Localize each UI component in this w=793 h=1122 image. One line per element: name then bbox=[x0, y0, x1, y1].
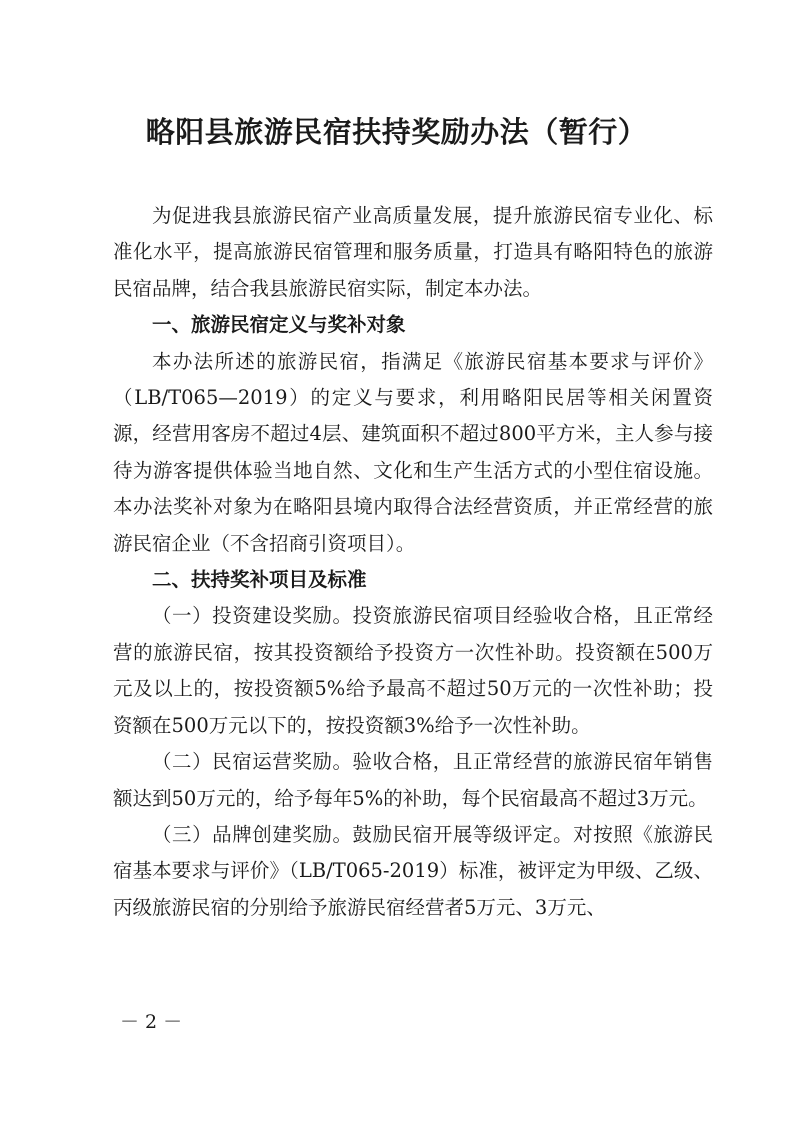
section-heading-1: 一、旅游民宿定义与奖补对象 bbox=[152, 313, 406, 337]
operation-reward-paragraph: （二）民宿运营奖励。验收合格，且正常经营的旅游民宿年销售额达到50万元的，给予每年5%的补助，每个民宿最高不超过3万元。 bbox=[113, 750, 713, 810]
intro-paragraph: 为促进我县旅游民宿产业高质量发展，提升旅游民宿专业化、标准化水平，提高旅游民宿管理和服务质量，打造具有略阳特色的旅游民宿品牌，结合我县旅游民宿实际，制定本办法。 bbox=[113, 204, 713, 300]
section-heading-2: 二、扶持奖补项目及标准 bbox=[152, 568, 367, 592]
document-body bbox=[113, 198, 713, 926]
page-number: － 2 － bbox=[120, 1011, 183, 1033]
document-title: 略阳县旅游民宿扶持奖励办法（暂行） bbox=[145, 115, 648, 149]
investment-reward-paragraph: （一）投资建设奖励。投资旅游民宿项目经验收合格，且正常经营的旅游民宿，按其投资额给予投资方一次性补助。投资额在500万元及以上的，按投资额5%给予最高不超过50万元的一次性补助；投资额在500万元以下的，按投资额3%给予一次性补助。 bbox=[113, 604, 713, 737]
definition-paragraph: 本办法所述的旅游民宿，指满足《旅游民宿基本要求与评价》（LB/T065—2019）的定义与要求，利用略阳民居等相关闲置资源，经营用客房不超过4层、建筑面积不超过800平方米，主人参与接待为游客提供体验当地自然、文化和生产生活方式的小型住宿设施。本办法奖补对象为在略阳县境内取得合法经营资质，并正常经营的旅游民宿企业（不含招商引资项目）。 bbox=[113, 349, 713, 555]
brand-reward-paragraph: （三）品牌创建奖励。鼓励民宿开展等级评定。对按照《旅游民宿基本要求与评价》（LB/T065-2019）标准，被评定为甲级、乙级、丙级旅游民宿的分别给予旅游民宿经营者5万元、3万元、 bbox=[113, 822, 713, 919]
